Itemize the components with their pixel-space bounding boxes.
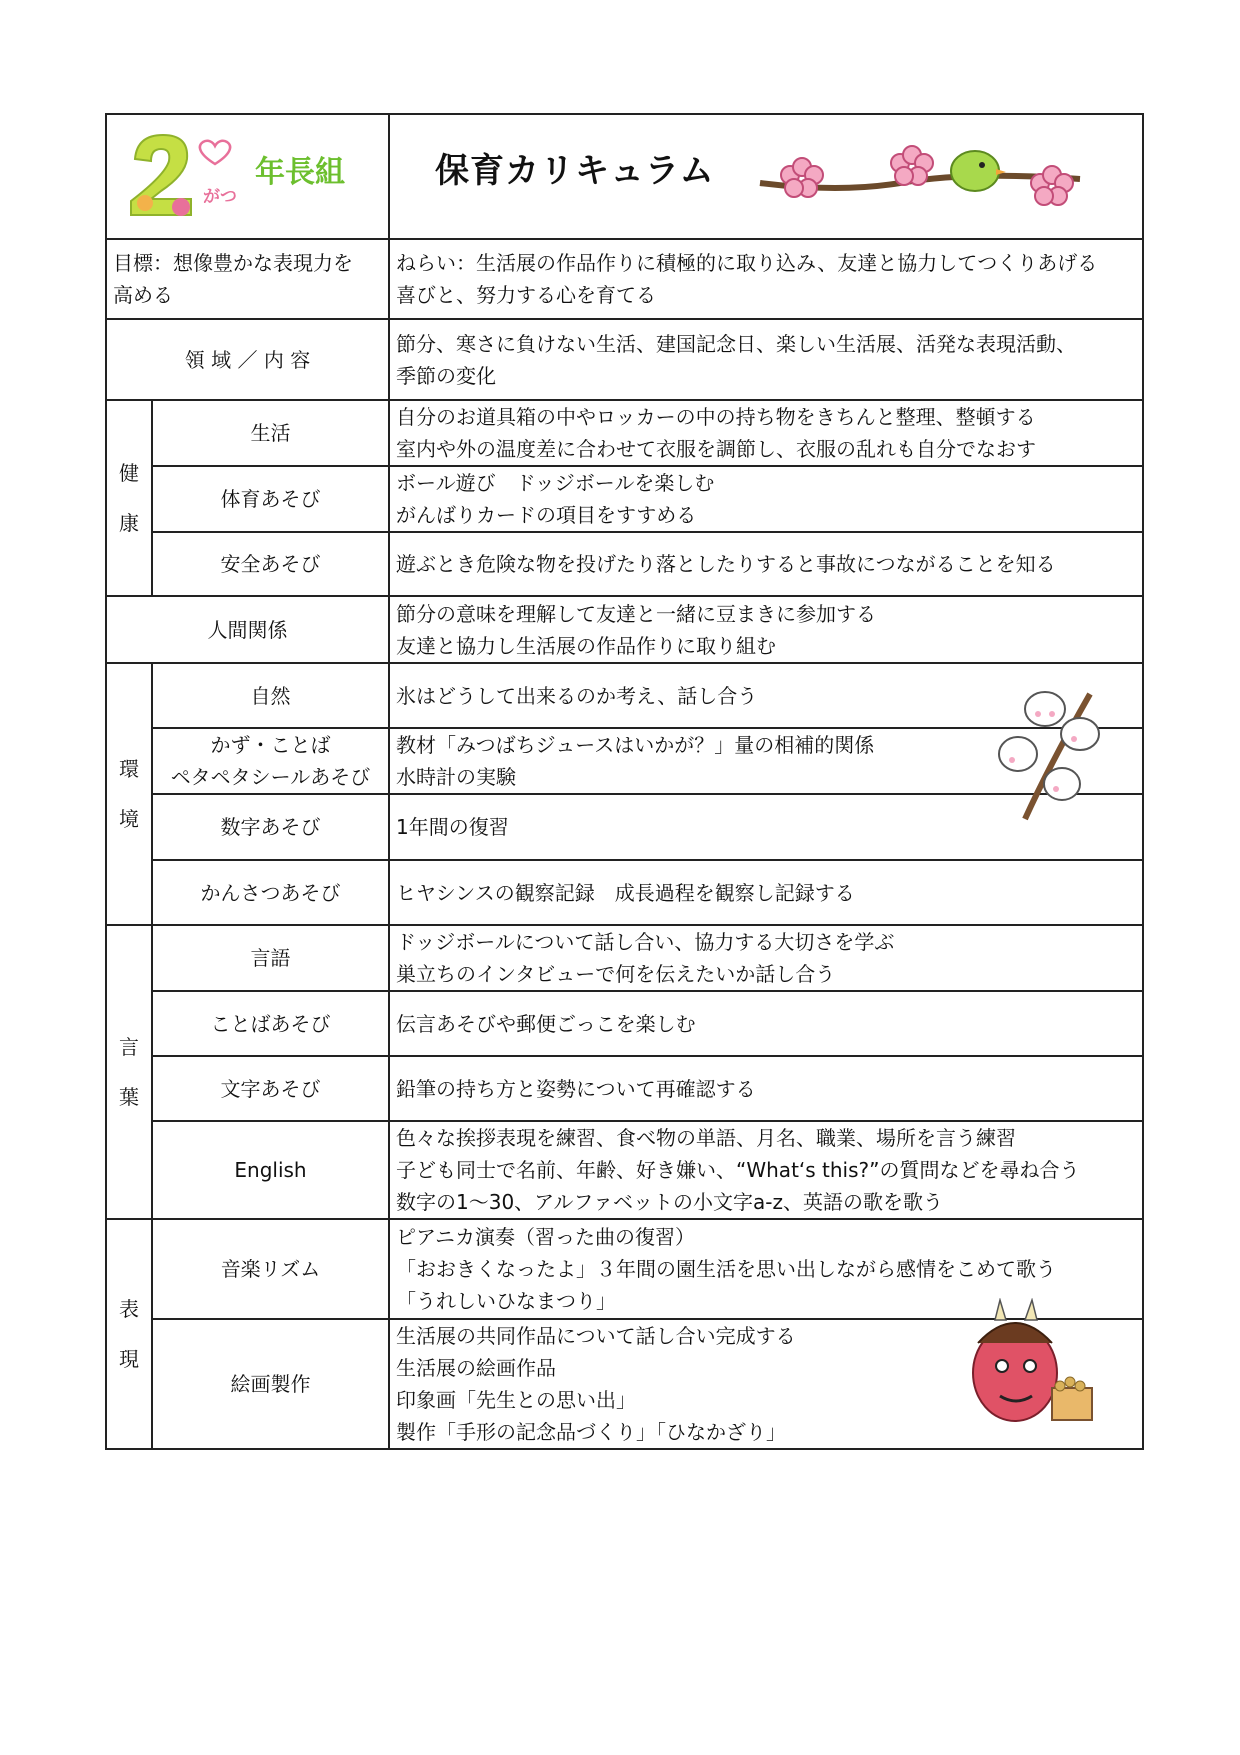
category-char: 言: [119, 1035, 139, 1059]
category-char: 表: [119, 1297, 139, 1321]
content-line: 色々な挨拶表現を練習、食べ物の単語、月名、職業、場所を言う練習: [396, 1126, 1016, 1150]
red-oni-demon-icon: [960, 1298, 1100, 1438]
aim-line: 喜びと、努力する心を育てる: [396, 283, 656, 307]
row-label: [152, 466, 389, 532]
content-line: 遊ぶとき危険な物を投げたり落としたりすると事故につながることを知る: [396, 552, 1056, 576]
content-line: ヒヤシンスの観察記録 成長過程を観察し記録する: [396, 880, 855, 905]
row-label: [152, 860, 389, 925]
goal-cell: [106, 239, 389, 319]
content-line: 氷はどうして出来るのか考え、話し合う: [396, 683, 758, 708]
content-line: 節分の意味を理解して友達と一緒に豆まきに参加する: [396, 601, 876, 626]
page-title: 保育カリキュラム: [435, 151, 715, 191]
row-label: [152, 794, 389, 860]
content-line: 教材「みつばちジュースはいかが？」量の相補的関係: [396, 733, 875, 757]
category-environment: [106, 663, 152, 925]
title-cell: [389, 114, 1143, 239]
content-line: ドッジボールについて話し合い、協力する大切さを学ぶ: [396, 930, 895, 954]
domain-header-label: [106, 319, 389, 400]
category-char: 康: [119, 511, 139, 535]
row-label-text: 自然: [250, 683, 291, 708]
category-char: 現: [119, 1347, 139, 1371]
row-label: [152, 1219, 389, 1319]
row-label-text: English: [234, 1158, 307, 1182]
month-number-logo: [121, 129, 201, 219]
row-content: [389, 1121, 1143, 1219]
aim-cell: [389, 239, 1143, 319]
content-line: 1年間の復習: [396, 815, 509, 839]
category-language: [106, 925, 152, 1219]
content-line: 水時計の実験: [396, 765, 516, 789]
row-content: [389, 728, 1143, 794]
content-line: 自分のお道具箱の中やロッカーの中の持ち物をきちんと整理、整頓する: [396, 405, 1036, 429]
content-line: 生活展の絵画作品: [396, 1356, 556, 1380]
content-line: がんばりカードの項目をすすめる: [396, 503, 697, 527]
content-line: 友達と協力し生活展の作品作りに取り組む: [396, 633, 776, 658]
row-content: [389, 1319, 1143, 1449]
row-label-text: 数字あそび: [220, 815, 321, 839]
row-content: [389, 532, 1143, 596]
row-label-text: 生活: [250, 421, 291, 445]
content-line: 印象画「先生との思い出」: [396, 1388, 636, 1412]
logo-cell: [106, 114, 389, 239]
content-line: 室内や外の温度差に合わせて衣服を調節し、衣服の乱れも自分でなおす: [396, 437, 1036, 461]
domain-content-line: 節分、寒さに負けない生活、建国記念日、楽しい生活展、活発な表現活動、: [396, 331, 1076, 356]
row-label: [152, 1121, 389, 1219]
curriculum-sheet: [105, 113, 1144, 1450]
row-label-text: 言語: [250, 946, 291, 970]
row-content: [389, 596, 1143, 663]
goal-line: 目標：想像豊かな表現力を: [113, 251, 353, 275]
row-label: [152, 400, 389, 466]
content-line: ピアニカ演奏（習った曲の復習）: [396, 1225, 695, 1249]
content-line: 鉛筆の持ち方と姿勢について再確認する: [396, 1076, 756, 1101]
curriculum-table: [105, 113, 1144, 1450]
row-label-text: かず・ことば: [210, 733, 331, 757]
domain-header-content: [389, 319, 1143, 400]
row-label-text: かんさつあそび: [200, 880, 341, 905]
row-label: [152, 728, 389, 794]
content-line: 子ども同士で名前、年齢、好き嫌い、“What‘s this?”の質問などを尋ね合う: [396, 1158, 1080, 1182]
row-label: [152, 532, 389, 596]
row-content: [389, 1056, 1143, 1121]
row-label: [152, 1056, 389, 1121]
category-char: 環: [119, 757, 139, 781]
row-content: [389, 860, 1143, 925]
row-content: [389, 794, 1143, 860]
category-char: 境: [119, 807, 139, 831]
domain-header-text: 領 域 ／ 内 容: [184, 347, 311, 372]
category-char: 健: [119, 461, 139, 485]
row-content: [389, 991, 1143, 1056]
row-label-text: 安全あそび: [220, 552, 321, 576]
row-content: [389, 925, 1143, 991]
content-line: 「おおきくなったよ」３年間の園生活を思い出しながら感情をこめて歌う: [396, 1257, 1056, 1281]
heart-icon: [195, 137, 235, 167]
content-line: 「うれしいひなまつり」: [396, 1289, 616, 1313]
plum-blossom-bird-icon: [750, 143, 1090, 218]
class-label: 年長組: [255, 155, 345, 190]
content-line: ボール遊び ドッジボールを楽しむ: [396, 471, 715, 495]
content-line: 数字の1～30、アルファベットの小文字a-z、英語の歌を歌う: [396, 1190, 943, 1214]
row-label-text: 文字あそび: [220, 1076, 321, 1101]
row-label: [152, 663, 389, 728]
row-label-text: 音楽リズム: [220, 1257, 321, 1281]
row-content: [389, 400, 1143, 466]
content-line: 製作「手形の記念品づくり」「ひなかざり」: [396, 1420, 786, 1444]
category-health: [106, 400, 152, 596]
row-content: [389, 466, 1143, 532]
row-content: [389, 663, 1143, 728]
row-label-text: ペタペタシールあそび: [170, 765, 371, 789]
category-expression: [106, 1219, 152, 1449]
row-label-text: 体育あそび: [220, 487, 321, 511]
row-label: [152, 925, 389, 991]
row-label-text: 絵画製作: [230, 1372, 311, 1396]
category-char: 葉: [119, 1085, 139, 1109]
goal-line: 高める: [113, 283, 173, 307]
row-label-text: 人間関係: [207, 617, 288, 642]
domain-content-line: 季節の変化: [396, 363, 496, 388]
content-line: 伝言あそびや郵便ごっこを楽しむ: [396, 1011, 696, 1036]
content-line: 生活展の共同作品について話し合い完成する: [396, 1324, 796, 1348]
content-line: 巣立ちのインタビューで何を伝えたいか話し合う: [396, 962, 836, 986]
row-label: [152, 1319, 389, 1449]
row-label: [152, 991, 389, 1056]
aim-line: ねらい：生活展の作品作りに積極的に取り込み、友達と協力してつくりあげる: [396, 251, 1098, 275]
month-hiragana: がつ: [203, 187, 237, 207]
row-label: [106, 596, 389, 663]
row-label-text: ことばあそび: [210, 1011, 331, 1036]
